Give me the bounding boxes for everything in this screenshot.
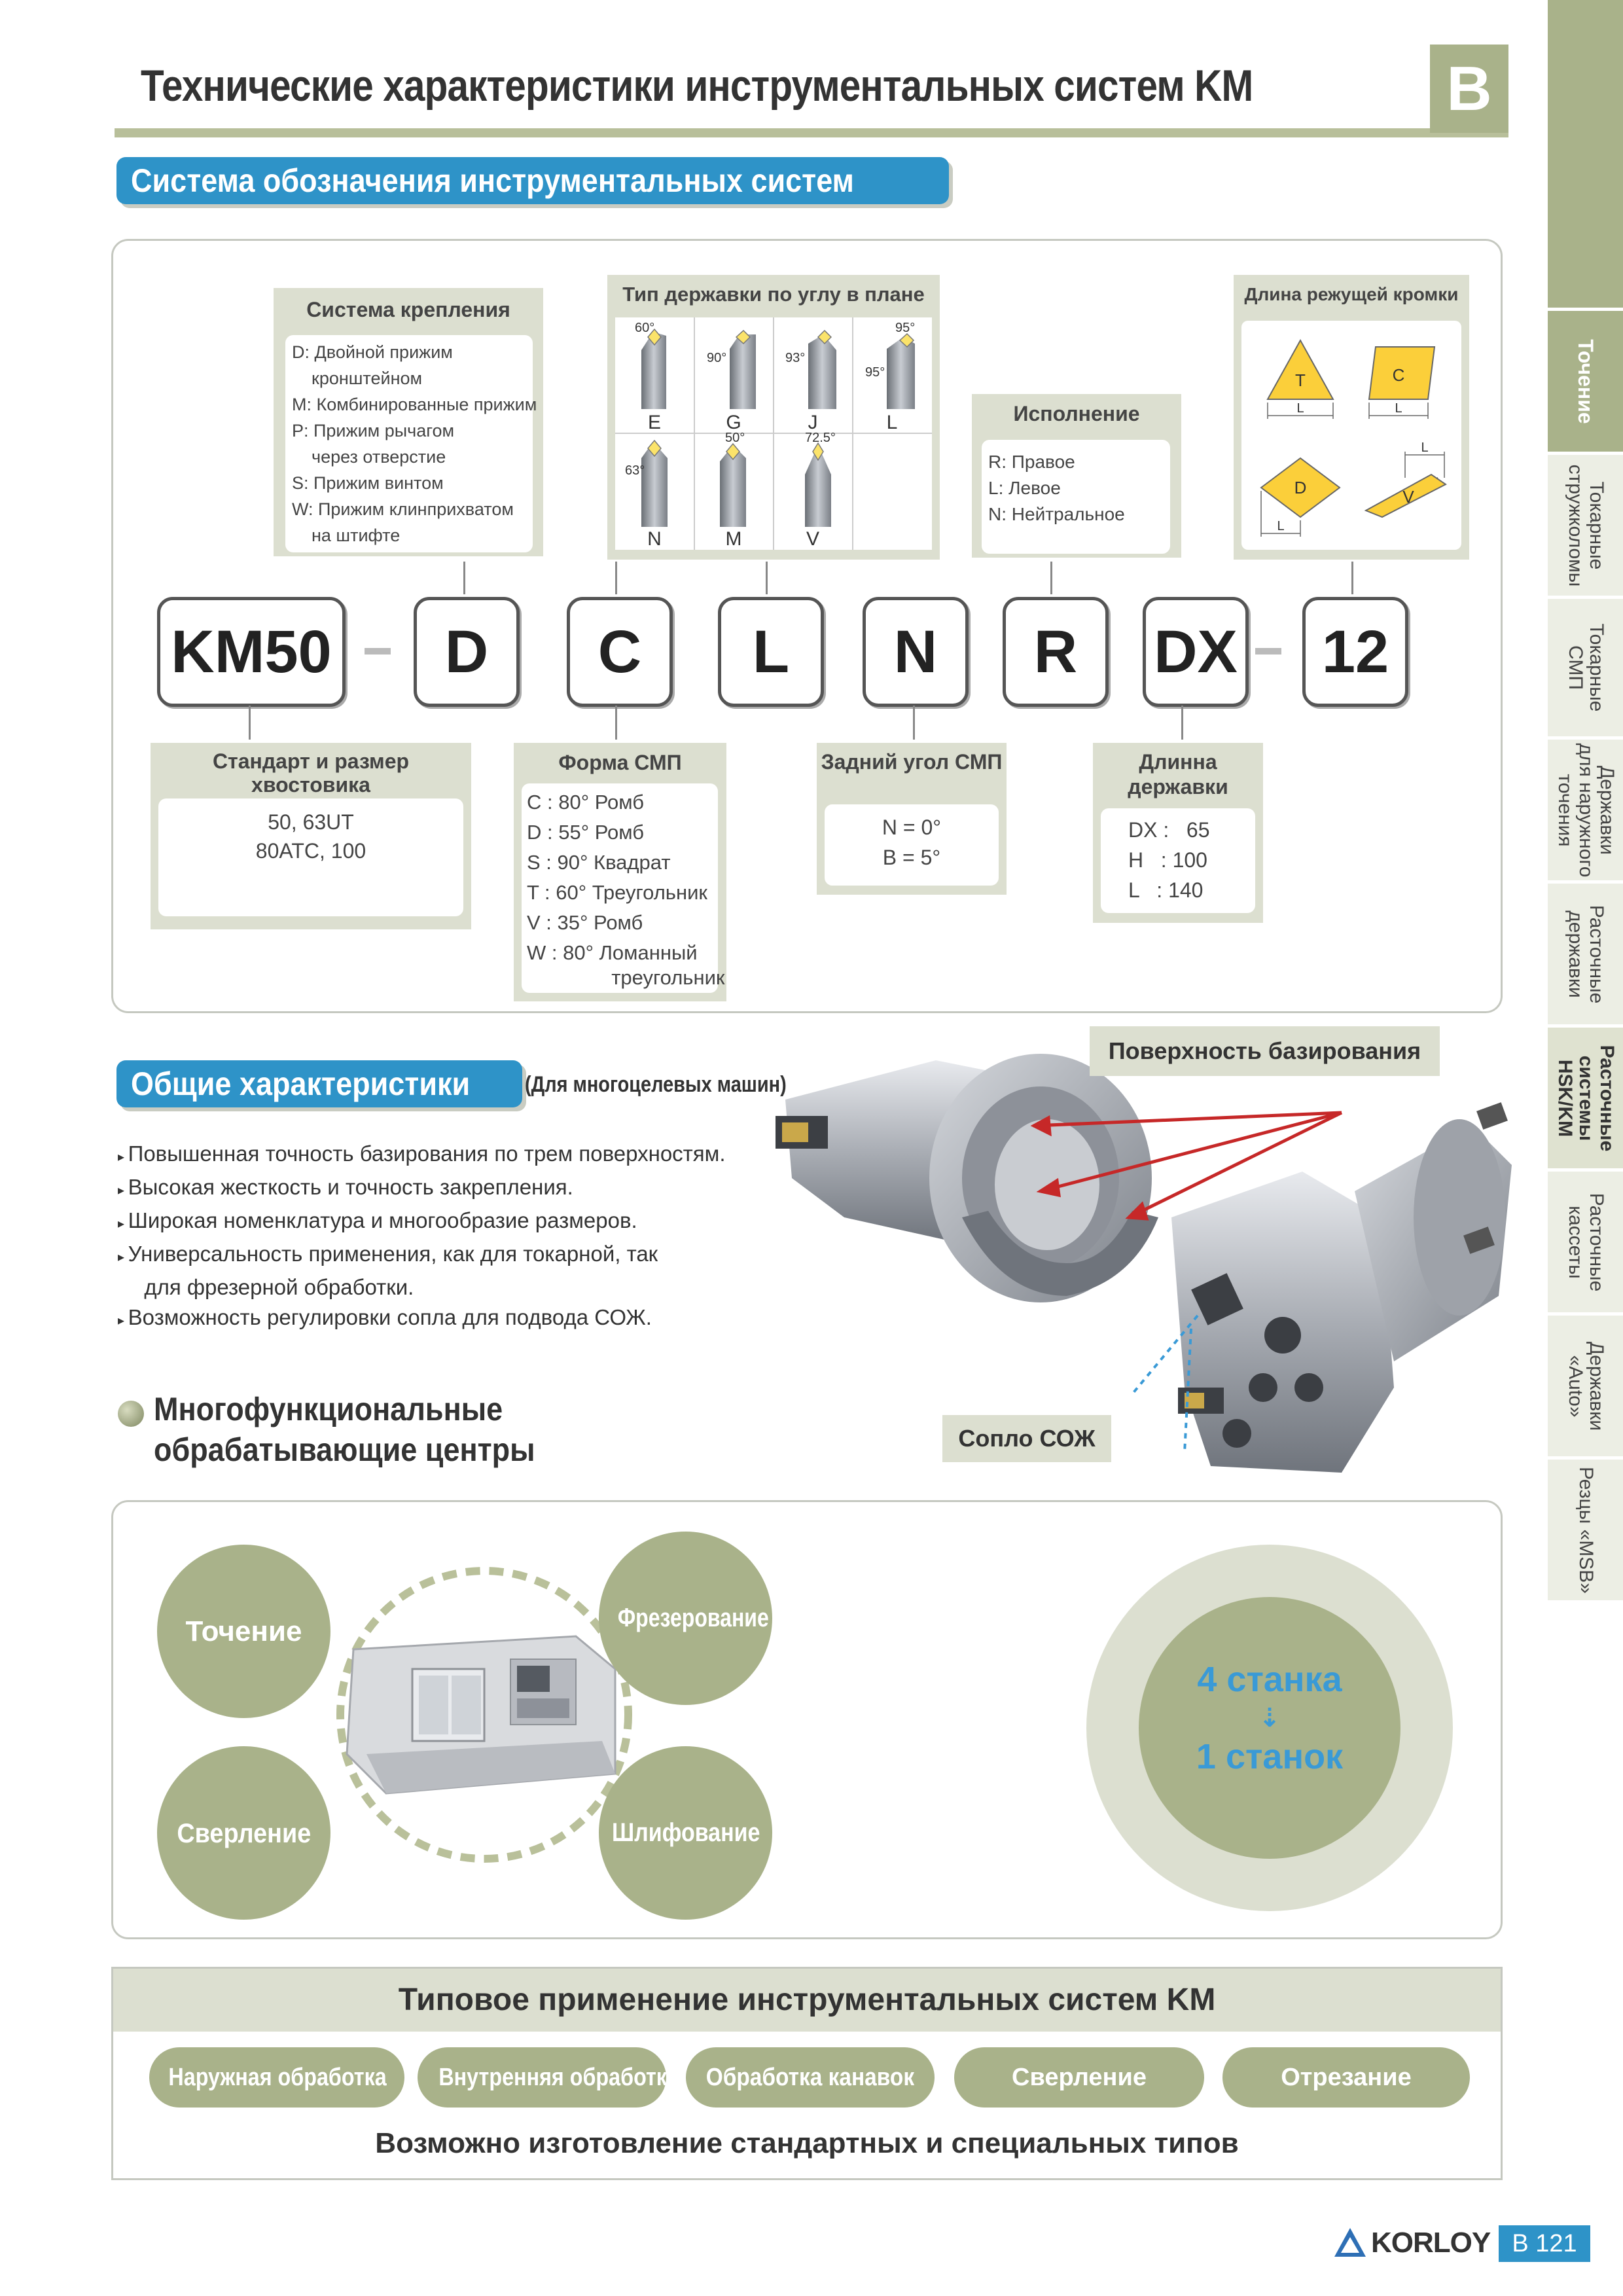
clearance-box	[817, 743, 1007, 895]
application-pill-parting: Отрезание	[1222, 2047, 1470, 2108]
sidebar-tab-auto[interactable]: Державки «Auto»	[1548, 1316, 1623, 1459]
code-clearance: N	[863, 597, 969, 707]
code-edge-length: 12	[1302, 597, 1408, 707]
holder-l-icon	[887, 337, 915, 409]
svg-text:J: J	[808, 412, 818, 433]
shank-box	[151, 743, 471, 929]
korloy-logo-icon	[1332, 2225, 1368, 2262]
section-title-designation: Система обозначения инструментальных систем	[116, 157, 949, 204]
brand-name: KORLOY	[1371, 2227, 1491, 2259]
sidebar-tab-inserts[interactable]: Токарные СМП	[1548, 599, 1623, 739]
svg-text:T: T	[1295, 370, 1306, 390]
holder-length-box	[1093, 743, 1263, 923]
svg-text:L: L	[1277, 519, 1285, 533]
clamping-title: Система крепления	[306, 298, 510, 321]
label-seating-surface: Поверхность базирования	[1090, 1026, 1440, 1076]
holder-type-grid	[615, 317, 932, 550]
clearance-list: N = 0° B = 5°	[825, 804, 999, 886]
hand-box	[972, 394, 1181, 558]
svg-text:93°: 93°	[785, 351, 806, 365]
edge-length-title: Длина режущей кромки	[1244, 284, 1459, 304]
edge-length-box	[1234, 275, 1469, 560]
sidebar-tab-turning[interactable]: Точение	[1548, 311, 1623, 454]
application-pill-external: Наружная обработка	[149, 2047, 404, 2108]
application-pill-drilling: Сверление	[954, 2047, 1204, 2108]
svg-text:95°: 95°	[895, 321, 916, 335]
svg-text:72.5°: 72.5°	[805, 431, 836, 445]
sidebar-top-filler	[1548, 0, 1623, 310]
general-subtitle: (Для многоцелевых машин)	[525, 1072, 787, 1097]
svg-text:N: N	[647, 528, 662, 550]
insert-shape-box	[514, 743, 726, 1001]
multi-heading: Многофункциональные обрабатывающие центры	[154, 1391, 535, 1468]
page-title: Технические характеристики инструментальных систем KM	[141, 61, 1253, 111]
svg-text:V: V	[1402, 487, 1414, 507]
sidebar	[1548, 0, 1623, 2296]
km-tool-illustration	[766, 1021, 1538, 1492]
clamping-box	[274, 288, 543, 556]
sidebar-tab-hsk-km[interactable]: Расточные системы HSK/KM	[1548, 1028, 1623, 1171]
sidebar-tab-external-holders[interactable]: Державки для наружного точения	[1548, 740, 1623, 883]
list-item: ▸ Повышенная точность базирования по трем поверхностям.	[118, 1141, 726, 1166]
list-item: ▸ Широкая номенклатура и многообразие размеров.	[118, 1208, 637, 1232]
feature-list	[118, 1139, 772, 1336]
holder-length-list: DX : 65 H : 100 L : 140	[1101, 808, 1255, 913]
code-length: DX	[1143, 597, 1249, 707]
label-coolant-nozzle: Сопло СОЖ	[942, 1415, 1111, 1462]
list-item: ▸ Возможность регулировки сопла для подвода СОЖ.	[118, 1305, 652, 1329]
shank-title: Стандарт и размер хвостовика	[212, 749, 410, 797]
sidebar-tab-boring-bars[interactable]: Расточные державки	[1548, 884, 1623, 1027]
application-footer-note: Возможно изготовление стандартных и специальных типов	[375, 2127, 1239, 2159]
machines-inner-circle: 4 станка ⇣ 1 станок	[1139, 1597, 1400, 1859]
code-insert-shape: C	[567, 597, 673, 707]
application-pill-internal: Внутренняя обработка	[418, 2047, 666, 2108]
holder-length-title: Длинна державки	[1128, 750, 1228, 798]
title-underline	[115, 128, 1508, 137]
application-pill-grooving: Обработка канавок	[686, 2047, 935, 2108]
holder-j-icon	[808, 334, 836, 409]
machine-ring	[327, 1558, 641, 1872]
section-title-general: Общие характеристики	[116, 1060, 522, 1107]
holder-type-box	[607, 275, 940, 560]
list-item: для фрезерной обработки.	[132, 1275, 414, 1299]
svg-text:M: M	[725, 528, 742, 550]
green-dot-icon	[118, 1401, 144, 1427]
svg-text:V: V	[806, 528, 820, 550]
op-turning-circle: Точение	[157, 1545, 330, 1718]
hand-list: R: Правое L: Левое N: Нейтральное	[982, 440, 1170, 554]
svg-text:50°: 50°	[725, 431, 745, 445]
sidebar-tab-msb[interactable]: Резцы «MSB»	[1548, 1460, 1623, 1603]
clearance-title: Задний угол СМП	[821, 750, 1003, 774]
svg-text:L: L	[886, 412, 898, 433]
svg-text:C: C	[1392, 365, 1405, 385]
sidebar-tab-chipbreakers[interactable]: Токарные стружколомы	[1548, 455, 1623, 598]
svg-text:90°: 90°	[707, 351, 727, 365]
sidebar-tab-cartridges[interactable]: Расточные кассеты	[1548, 1172, 1623, 1315]
svg-text:E: E	[647, 412, 662, 433]
page-number: B 121	[1499, 2225, 1590, 2262]
code-km50: KM50	[157, 597, 346, 707]
svg-text:L: L	[1421, 440, 1429, 455]
application-title: Типовое применение инструментальных систем KM	[113, 1969, 1501, 2032]
section-letter-badge: B	[1430, 45, 1508, 133]
svg-text:L: L	[1395, 401, 1402, 416]
code-clamping: D	[414, 597, 520, 707]
op-milling-circle: Фрезерование	[599, 1532, 772, 1705]
shank-list: 50, 63UT 80ATC, 100	[158, 798, 463, 916]
edge-length-shapes	[1241, 321, 1461, 550]
svg-text:95°: 95°	[865, 365, 885, 380]
holder-type-title: Тип державки по углу в плане	[622, 283, 925, 306]
op-drilling-circle: Сверление	[157, 1746, 330, 1920]
insert-shape-list: C : 80° Ромб D : 55° Ромб S : 90° Квадрат T : 60° Треугольник V : 35° Ромб W : 80° Ломанный треугольник	[522, 783, 718, 993]
code-hand: R	[1003, 597, 1109, 707]
insert-shape-title: Форма СМП	[558, 751, 682, 774]
svg-text:63°: 63°	[625, 463, 645, 478]
op-grinding-circle: Шлифование	[599, 1746, 772, 1920]
svg-text:G: G	[726, 412, 741, 433]
list-item: ▸ Универсальность применения, как для токарной, так	[118, 1242, 658, 1266]
hand-title: Исполнение	[1013, 402, 1140, 425]
svg-text:L: L	[1296, 401, 1304, 416]
code-holder-type: L	[718, 597, 824, 707]
list-item: ▸ Высокая жесткость и точность закрепления.	[118, 1175, 573, 1199]
holder-g-icon	[730, 334, 756, 409]
svg-text:D: D	[1294, 478, 1307, 497]
svg-text:60°: 60°	[635, 321, 655, 335]
clamping-list: D: Двойной прижим кронштейном M: Комбинированные прижим P: Прижим рычагом через отверстие S: Прижим винтом W: Прижим клинприхватом на штифте	[285, 335, 533, 552]
